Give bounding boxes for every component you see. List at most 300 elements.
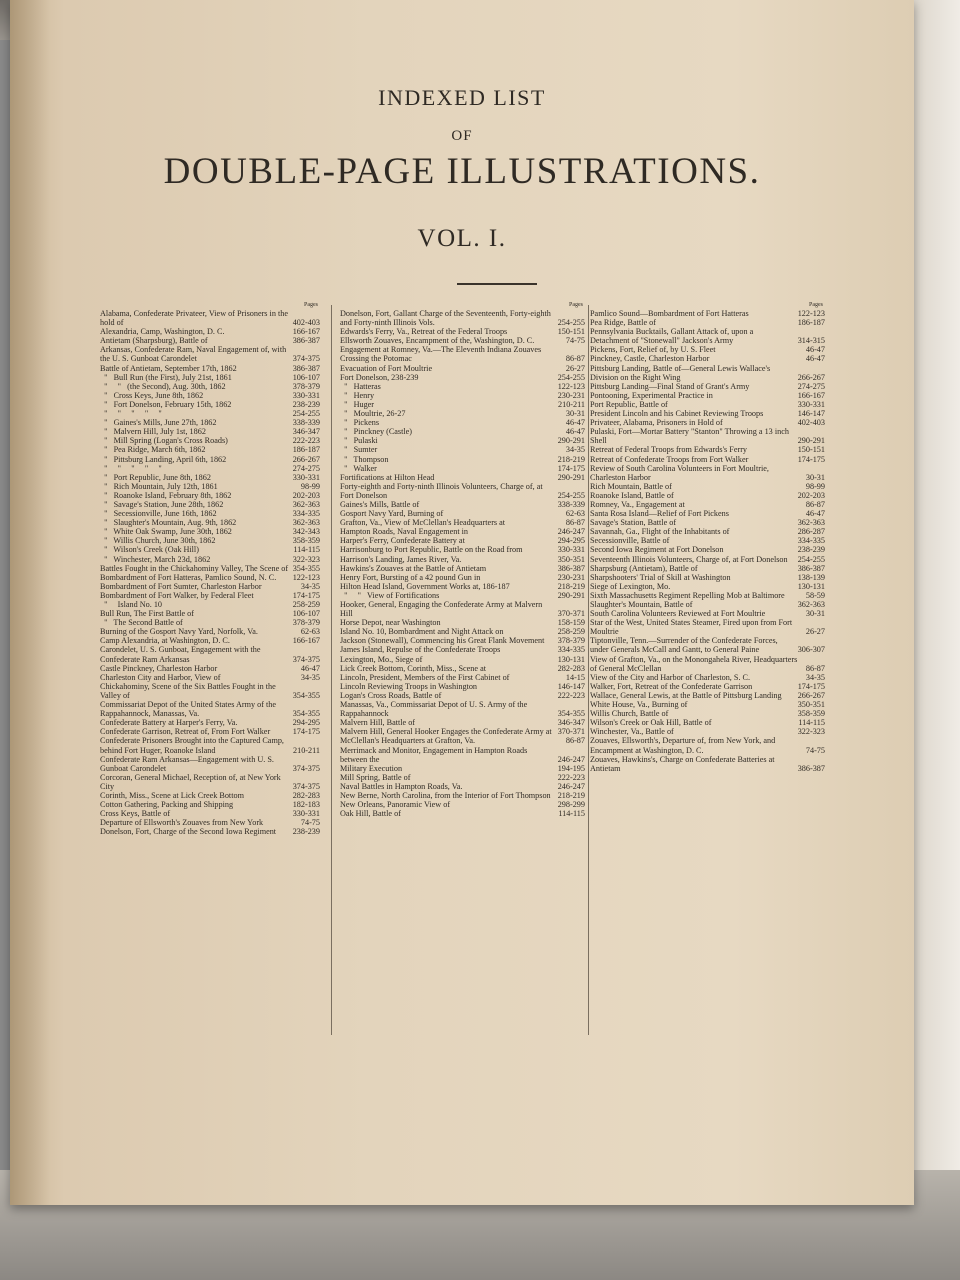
entry-title: Jackson (Stonewall), Commencing his Great Flank Movement	[340, 636, 545, 646]
entry-title: Slaughter's Mountain, Battle of	[590, 600, 693, 609]
entry-pages: 186-187	[292, 445, 320, 455]
index-entry	[340, 445, 585, 454]
entry-pages: 378-379	[557, 636, 585, 646]
index-entry	[340, 509, 585, 518]
entry-pages: 254-255	[292, 409, 320, 419]
entry-pages: 322-323	[292, 554, 320, 564]
entry-title: Willis Church, Battle of	[590, 709, 669, 719]
index-entry	[340, 764, 585, 773]
index-entry	[100, 345, 320, 363]
entry-title: Romney, Va., Engagement at	[590, 499, 685, 509]
entry-pages: 146-147	[557, 681, 585, 691]
entry-title: New Orleans, Panoramic View of	[340, 800, 451, 810]
entry-pages: 254-255	[557, 372, 585, 382]
entry-title: " Island No. 10	[100, 600, 163, 609]
entry-title: Star of the West, United States Steamer, Fired upon from Fort Moultrie	[590, 618, 795, 637]
entry-title: Edwards's Ferry, Va., Retreat of the Federal Troops	[340, 327, 508, 337]
index-entry	[100, 773, 320, 791]
entry-pages: 106-107	[292, 609, 320, 619]
index-entry	[340, 564, 585, 573]
entry-pages: 34-35	[300, 581, 320, 591]
index-entry	[340, 373, 585, 382]
entry-title: Lincoln Reviewing Troops in Washington	[340, 681, 478, 691]
index-entry	[590, 345, 825, 354]
entry-pages: 246-247	[557, 527, 585, 537]
entry-pages: 62-63	[565, 509, 585, 519]
index-entry	[340, 345, 585, 363]
entry-title: Port Republic, Battle of	[590, 399, 668, 409]
entry-pages: 254-255	[557, 318, 585, 328]
index-entry	[100, 382, 320, 391]
index-entry	[100, 800, 320, 809]
index-entry	[340, 327, 585, 336]
entry-pages: 378-379	[292, 381, 320, 391]
index-entry	[590, 391, 825, 400]
entry-pages: 182-183	[292, 800, 320, 810]
entry-title: " Slaughter's Mountain, Aug. 9th, 1862	[100, 518, 237, 528]
entry-pages: 138-139	[797, 572, 825, 582]
index-entry	[590, 582, 825, 591]
entry-pages: 254-255	[797, 554, 825, 564]
index-entry	[340, 655, 585, 664]
entry-title: Seventeenth Illinois Volunteers, Charge of, at Fort Donelson	[590, 554, 788, 564]
index-entry	[100, 591, 320, 600]
entry-title: Harrisonburg to Port Republic, Battle on the Road from	[340, 545, 523, 555]
column-divider	[331, 305, 332, 1035]
index-entry	[100, 573, 320, 582]
index-entry	[340, 664, 585, 673]
index-entry	[100, 409, 320, 418]
entry-pages: 350-351	[557, 554, 585, 564]
index-entry	[340, 545, 585, 554]
entry-title: Manassas, Va., Commissariat Depot of U. S. Army of the Rappahannock	[340, 700, 530, 719]
entry-pages: 150-151	[797, 445, 825, 455]
entry-pages: 202-203	[797, 490, 825, 500]
entry-title: Savannah, Ga., Flight of the Inhabitants of	[590, 527, 730, 537]
entry-pages: 298-299	[557, 800, 585, 810]
title-of: OF	[451, 128, 473, 144]
index-entry	[590, 691, 825, 700]
index-entry	[590, 636, 825, 654]
entry-title: " Winchester, March 23d, 1862	[100, 554, 211, 564]
index-entry	[340, 746, 585, 764]
pages-header: Pages	[304, 302, 318, 308]
entry-title: Bombardment of Fort Sumter, Charleston Harbor	[100, 581, 262, 591]
entry-pages: 330-331	[292, 472, 320, 482]
entry-title: Carondelet, U. S. Gunboat, Engagement with the Confederate Ram Arkansas	[100, 645, 263, 664]
entry-title: Military Execution	[340, 763, 403, 773]
index-entry	[100, 818, 320, 827]
entry-pages: 222-223	[557, 772, 585, 782]
index-entry	[100, 564, 320, 573]
index-entry	[590, 700, 825, 709]
index-entry	[340, 718, 585, 727]
entry-pages: 158-159	[557, 618, 585, 628]
entry-pages: 282-283	[557, 663, 585, 673]
entry-title: Mill Spring, Battle of	[340, 772, 411, 782]
entry-pages: 378-379	[292, 618, 320, 628]
entry-title: " Huger	[340, 399, 375, 409]
entry-title: Winchester, Va., Battle of	[590, 727, 674, 737]
index-entry	[100, 391, 320, 400]
entry-title: Charleston City and Harbor, View of	[100, 672, 221, 682]
entry-title: Malvern Hill, General Hooker Engages the Confederate Army at	[340, 727, 552, 737]
entry-pages: 122-123	[292, 572, 320, 582]
entry-pages: 358-359	[292, 536, 320, 546]
index-entry	[340, 809, 585, 818]
index-column-3	[590, 302, 825, 773]
entry-title: Battle of Antietam, September 17th, 1862	[100, 363, 237, 373]
entry-title: Corinth, Miss., Scene at Lick Creek Bottom	[100, 790, 244, 800]
index-entry	[340, 791, 585, 800]
entry-pages: 290-291	[557, 590, 585, 600]
entry-title: Sharpshooters' Trial of Skill at Washington	[590, 572, 731, 582]
entry-pages: 246-247	[557, 754, 585, 764]
index-entry	[100, 518, 320, 527]
index-entry	[590, 427, 825, 445]
entry-pages: 130-131	[557, 654, 585, 664]
entry-pages: 86-87	[805, 663, 825, 673]
entry-title: " Gaines's Mills, June 27th, 1862	[100, 418, 217, 428]
entry-pages: 98-99	[300, 481, 320, 491]
entry-title: Corcoran, General Michael, Reception of, at New York City	[100, 772, 283, 791]
entry-pages: 290-291	[797, 436, 825, 446]
title-rule	[457, 283, 537, 285]
column-divider	[588, 305, 589, 1035]
entry-title: James Island, Repulse of the Confederate Troops	[340, 645, 501, 655]
entry-title: Donelson, Fort, Charge of the Second Iowa Regiment	[100, 827, 277, 837]
entry-title: Roanoke Island, Battle of	[590, 490, 674, 500]
index-entry	[100, 336, 320, 345]
index-entry	[340, 382, 585, 391]
entry-pages: 46-47	[805, 354, 825, 364]
entry-pages: 370-371	[557, 609, 585, 619]
index-entry	[340, 673, 585, 682]
index-entry	[340, 636, 585, 645]
index-entry	[590, 309, 825, 318]
index-entry	[100, 309, 320, 327]
index-entry	[340, 364, 585, 373]
entry-pages: 58-59	[805, 590, 825, 600]
index-entry	[100, 418, 320, 427]
entry-pages: 254-255	[557, 490, 585, 500]
index-entry	[100, 327, 320, 336]
entry-title: View of Grafton, Va., on the Monongahela River, Headquarters of General McClellan	[590, 654, 800, 673]
index-entry	[340, 736, 585, 745]
entry-pages: 46-47	[300, 663, 320, 673]
entry-title: Castle Pinckney, Charleston Harbor	[100, 663, 218, 673]
entry-pages: 330-331	[292, 809, 320, 819]
entry-title: Confederate Ram Arkansas—Engagement with U. S. Gunboat Carondelet	[100, 754, 276, 773]
entry-pages: 386-387	[797, 563, 825, 573]
index-entry	[340, 336, 585, 345]
index-entry	[340, 436, 585, 445]
entry-pages: 346-347	[292, 427, 320, 437]
index-entry	[590, 327, 825, 345]
entry-title: Pittsburg Landing—Final Stand of Grant's Army	[590, 381, 750, 391]
entry-title: Lexington, Mo., Siege of	[340, 654, 423, 664]
entry-pages: 150-151	[557, 327, 585, 337]
index-entry	[590, 464, 825, 482]
entry-title: " Wilson's Creek (Oak Hill)	[100, 545, 199, 555]
index-entry	[340, 773, 585, 782]
entry-pages: 86-87	[565, 354, 585, 364]
pages-header: Pages	[569, 302, 583, 308]
entry-title: " Rich Mountain, July 12th, 1861	[100, 481, 218, 491]
index-entry	[100, 618, 320, 627]
index-entry	[340, 400, 585, 409]
entry-title: Commissariat Depot of the United States Army of the Rappahannock, Manassas, Va.	[100, 700, 279, 719]
entry-pages: 274-275	[797, 381, 825, 391]
entry-title: Pamlico Sound—Bombardment of Fort Hatteras	[590, 309, 749, 318]
index-entry	[100, 555, 320, 564]
index-entry	[100, 482, 320, 491]
entry-pages: 30-31	[805, 609, 825, 619]
entry-pages: 210-211	[293, 745, 320, 755]
entry-pages: 186-187	[797, 318, 825, 328]
index-entry	[340, 800, 585, 809]
index-entry	[340, 427, 585, 436]
index-entry	[590, 618, 825, 636]
entry-pages: 322-323	[797, 727, 825, 737]
entry-pages: 294-295	[292, 718, 320, 728]
entry-pages: 258-259	[292, 600, 320, 609]
entry-pages: 238-239	[797, 545, 825, 555]
index-entry	[340, 555, 585, 564]
index-entry	[100, 545, 320, 554]
entry-pages: 338-339	[557, 499, 585, 509]
index-entry	[590, 382, 825, 391]
entry-title: Fort Donelson, 238-239	[340, 372, 419, 382]
entry-title: Sharpsburg (Antietam), Battle of	[590, 563, 698, 573]
index-entry	[100, 664, 320, 673]
index-entry	[340, 518, 585, 527]
index-entry	[590, 655, 825, 673]
entry-title: Donelson, Fort, Gallant Charge of the Seventeenth, Forty-eighth and Forty-ninth Illinois Vols.	[340, 309, 553, 328]
entry-pages: 122-123	[557, 381, 585, 391]
entry-pages: 330-331	[797, 399, 825, 409]
entry-pages: 370-371	[557, 727, 585, 737]
index-entry	[340, 409, 585, 418]
entry-title: Cross Keys, Battle of	[100, 809, 171, 819]
entry-title: " " " " "	[100, 463, 162, 473]
entry-pages: 386-387	[292, 336, 320, 346]
index-entry	[340, 391, 585, 400]
entry-title: Lick Creek Bottom, Corinth, Miss., Scene at	[340, 663, 486, 673]
entry-title: Zouaves, Ellsworth's, Departure of, from New York, and Encampment at Washington, D. C.	[590, 736, 778, 755]
index-entry	[590, 600, 825, 609]
entry-pages: 46-47	[805, 509, 825, 519]
entry-title: Confederate Garrison, Retreat of, From Fort Walker	[100, 727, 271, 737]
entry-title: Second Iowa Regiment at Fort Donelson	[590, 545, 724, 555]
entry-title: Malvern Hill, Battle of	[340, 718, 416, 728]
entry-pages: 174-175	[557, 463, 585, 473]
index-entry	[590, 500, 825, 509]
index-entry	[100, 464, 320, 473]
index-entry	[340, 700, 585, 718]
entry-title: Pulaski, Fort—Mortar Battery "Stanton" Throwing a 13 inch Shell	[590, 427, 791, 446]
entry-pages: 402-403	[292, 318, 320, 328]
entry-pages: 274-275	[292, 463, 320, 473]
entry-title: Alabama, Confederate Privateer, View of Prisoners in the hold of	[100, 309, 291, 328]
index-entry	[100, 700, 320, 718]
entry-pages: 26-27	[565, 363, 585, 373]
entry-title: " White Oak Swamp, June 30th, 1862	[100, 527, 232, 537]
index-entry	[100, 791, 320, 800]
entry-title: Tiptonville, Tenn.—Surrender of the Confederate Forces, under Generals McCall and Gantt, to General Paine	[590, 636, 780, 655]
index-entry	[100, 682, 320, 700]
entry-title: " Mill Spring (Logan's Cross Roads)	[100, 436, 228, 446]
index-entry	[590, 354, 825, 363]
index-entry	[340, 464, 585, 473]
index-entry	[100, 427, 320, 436]
entry-pages: 218-219	[557, 454, 585, 464]
index-entry	[100, 436, 320, 445]
entry-pages: 358-359	[797, 709, 825, 719]
entry-pages: 238-239	[292, 399, 320, 409]
entry-title: " Sumter	[340, 445, 378, 455]
entry-pages: 258-259	[557, 627, 585, 637]
index-entry	[100, 473, 320, 482]
index-entry	[100, 527, 320, 536]
index-entry	[590, 364, 825, 382]
entry-pages: 114-115	[293, 545, 320, 555]
entry-title: Battles Fought in the Chickahominy Valley, The Scene of	[100, 563, 289, 573]
index-entry	[100, 673, 320, 682]
index-entry	[590, 400, 825, 409]
entry-title: McClellan's Headquarters at Grafton, Va.	[340, 736, 476, 746]
index-entry	[100, 755, 320, 773]
index-entry	[590, 673, 825, 682]
entry-pages: 334-335	[797, 536, 825, 546]
index-entry	[100, 500, 320, 509]
index-entry	[590, 418, 825, 427]
index-entry	[100, 645, 320, 663]
entry-title: Privateer, Alabama, Prisoners in Hold of	[590, 418, 723, 428]
entry-pages: 354-355	[292, 690, 320, 700]
entry-title: Review of South Carolina Volunteers in Fort Moultrie, Charleston Harbor	[590, 463, 771, 482]
index-entry	[340, 591, 585, 600]
index-entry	[590, 455, 825, 464]
entry-title: Santa Rosa Island—Relief of Fort Pickens	[590, 509, 729, 519]
index-entry	[100, 827, 320, 836]
entry-title: " " (the Second), Aug. 30th, 1862	[100, 381, 226, 391]
entry-title: Harrison's Landing, James River, Va.	[340, 554, 462, 564]
index-entry	[590, 409, 825, 418]
entry-title: Burning of the Gosport Navy Yard, Norfolk, Va.	[100, 627, 258, 637]
entry-title: Pontooning, Experimental Practice in	[590, 390, 713, 400]
index-entry	[340, 455, 585, 464]
entry-title: Pickens, Fort, Relief of, by U. S. Fleet	[590, 345, 716, 355]
index-entry	[100, 373, 320, 382]
entry-title: Wallace, General Lewis, at the Battle of Pittsburg Landing	[590, 690, 782, 700]
index-entry	[340, 600, 585, 618]
index-entry	[100, 400, 320, 409]
index-entry	[340, 500, 585, 509]
entry-pages: 290-291	[557, 436, 585, 446]
entry-title: Pinckney, Castle, Charleston Harbor	[590, 354, 710, 364]
entry-pages: 266-267	[797, 690, 825, 700]
index-entry	[100, 364, 320, 373]
entry-title: Hawkins's Zouaves at the Battle of Antietam	[340, 563, 487, 573]
index-entry	[340, 782, 585, 791]
entry-title: Bombardment of Fort Walker, by Federal Fleet	[100, 590, 254, 600]
entry-title: " Fort Donelson, February 15th, 1862	[100, 399, 232, 409]
index-entry	[590, 727, 825, 736]
entry-title: Savage's Station, Battle of	[590, 518, 677, 528]
index-entry	[590, 736, 825, 754]
index-entry	[100, 609, 320, 618]
entry-title: Fortifications at Hilton Head	[340, 472, 435, 482]
entry-title: Henry Fort, Bursting of a 42 pound Gun in	[340, 572, 481, 582]
entry-pages: 338-339	[292, 418, 320, 428]
entry-pages: 166-167	[292, 327, 320, 337]
entry-pages: 34-35	[300, 672, 320, 682]
entry-title: " Pinckney (Castle)	[340, 427, 413, 437]
entry-title: Cotton Gathering, Packing and Shipping	[100, 800, 234, 810]
entry-title: " " " " "	[100, 409, 162, 419]
entry-title: Siege of Lexington, Mo.	[590, 581, 671, 591]
index-entry	[340, 727, 585, 736]
entry-pages: 286-287	[797, 527, 825, 537]
entry-pages: 374-375	[292, 354, 320, 364]
entry-pages: 30-31	[805, 472, 825, 482]
entry-pages: 34-35	[805, 672, 825, 682]
index-entry	[340, 527, 585, 536]
index-entry	[590, 609, 825, 618]
index-entry	[100, 727, 320, 736]
entry-title: Pea Ridge, Battle of	[590, 318, 656, 328]
entry-title: Bull Run, The First Battle of	[100, 609, 195, 619]
index-column-2	[340, 302, 585, 818]
entry-pages: 282-283	[292, 790, 320, 800]
index-entry	[590, 545, 825, 554]
entry-pages: 230-231	[557, 572, 585, 582]
entry-title: Grafton, Va., View of McClellan's Headquarters at	[340, 518, 506, 528]
entry-pages: 350-351	[797, 700, 825, 710]
index-entry	[100, 536, 320, 545]
entry-pages: 330-331	[557, 545, 585, 555]
entry-pages: 46-47	[565, 418, 585, 428]
index-entry	[100, 600, 320, 609]
title-double-page-illustrations: DOUBLE-PAGE ILLUSTRATIONS.	[163, 151, 761, 192]
entry-title: Island No. 10, Bombardment and Night Attack on	[340, 627, 504, 637]
index-entry	[100, 736, 320, 754]
index-entry	[100, 582, 320, 591]
entry-pages: 294-295	[557, 536, 585, 546]
entry-title: Logan's Cross Roads, Battle of	[340, 690, 442, 700]
entry-pages: 354-355	[292, 563, 320, 573]
entry-title: Gaines's Mills, Battle of	[340, 499, 420, 509]
entry-pages: 246-247	[557, 781, 585, 791]
entry-title: Lincoln, President, Members of the First Cabinet of	[340, 672, 510, 682]
entry-title: Arkansas, Confederate Ram, Naval Engagement of, with the U. S. Gunboat Carondelet	[100, 345, 289, 364]
entry-title: " Secessionville, June 16th, 1862	[100, 509, 217, 519]
entry-title: Chickahominy, Scene of the Six Battles Fought in the Valley of	[100, 681, 278, 700]
entry-pages: 362-363	[292, 518, 320, 528]
entry-pages: 114-115	[798, 718, 825, 728]
index-entry	[340, 582, 585, 591]
index-entry	[100, 445, 320, 454]
index-entry	[590, 573, 825, 582]
entry-title: Gosport Navy Yard, Burning of	[340, 509, 444, 519]
entry-pages: 46-47	[565, 427, 585, 437]
index-entry	[340, 691, 585, 700]
entry-title: " Savage's Station, June 28th, 1862	[100, 499, 224, 509]
entry-title: President Lincoln and his Cabinet Reviewing Troops	[590, 409, 764, 419]
index-entry	[100, 627, 320, 636]
book-page	[10, 0, 914, 1205]
